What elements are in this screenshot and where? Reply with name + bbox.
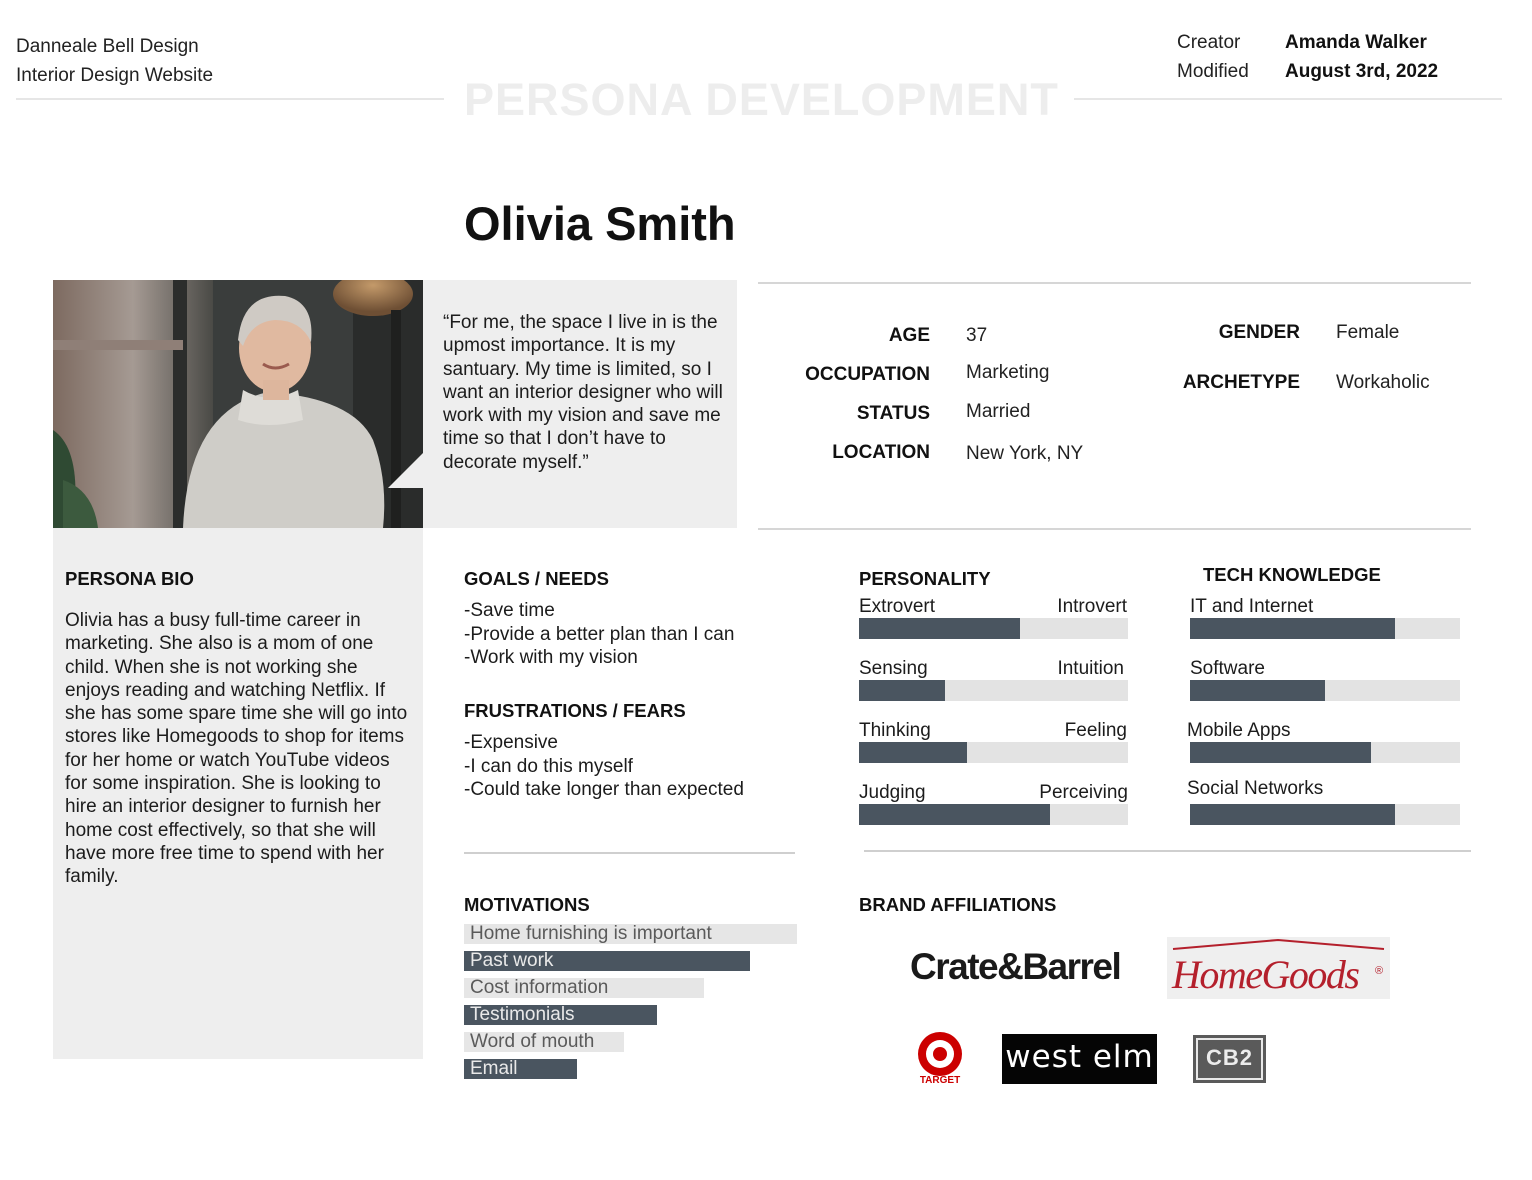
motivation-bar: Testimonials [464,1005,657,1025]
homegoods-logo [1167,937,1390,999]
header-divider-left [16,98,444,100]
cb2-wordmark: CB2 [1196,1038,1263,1080]
west-elm-logo: west elm [1002,1034,1157,1084]
trait-right-label: Perceiving [1039,782,1128,803]
trait-track [859,680,1128,701]
persona-name: Olivia Smith [464,197,736,250]
modified-value: August 3rd, 2022 [1285,61,1439,82]
project-name: Interior Design Website [16,65,214,86]
tech-label: Social Networks [1187,778,1324,799]
motivations-heading: MOTIVATIONS [464,894,590,915]
tech-track [1190,618,1460,639]
tech-heading: TECH KNOWLEDGE [1203,564,1381,585]
trait-right-label: Feeling [1064,720,1127,741]
goal-item: -Work with my vision [464,647,638,668]
motivation-bar: Word of mouth [464,1032,624,1052]
personality-divider [864,850,1471,852]
trait-right-label: Introvert [1057,596,1127,617]
creator-label: Creator [1177,32,1241,53]
tech-label: Mobile Apps [1187,720,1291,741]
trait-left-label: Sensing [859,658,928,679]
project-info [16,32,213,90]
frustration-item: -Expensive [464,732,558,753]
trait-fill [859,618,1020,639]
persona-photo [53,280,423,528]
tech-label: IT and Internet [1190,596,1314,617]
gender-value: Female [1336,322,1400,343]
cb2-logo [1193,1035,1266,1083]
trait-right-label: Intuition [1057,658,1124,679]
trait-left-label: Judging [859,782,926,803]
goals-divider [464,852,795,854]
motivation-bar: Home furnishing is important [464,924,797,944]
goal-item: -Provide a better plan than I can [464,623,735,645]
gender-label: GENDER [1218,322,1300,343]
creator-value: Amanda Walker [1285,32,1427,53]
trait-fill [859,742,967,763]
trait-track [859,618,1128,639]
location-label: LOCATION [832,442,930,463]
company-name: Danneale Bell Design [16,36,199,57]
goal-item: -Save time [464,600,555,621]
motivation-bar: Cost information [464,978,704,998]
age-value: 37 [966,325,988,346]
status-value: Married [966,401,1031,422]
frustrations-heading: FRUSTRATIONS / FEARS [464,700,686,721]
crate-and-barrel-logo: Crate&Barrel [910,946,1121,987]
goals-heading: GOALS / NEEDS [464,568,609,589]
quote-notch [388,452,424,488]
frustration-item: -I can do this myself [464,755,633,777]
persona-quote: “For me, the space I live in is the upmost importance. It is my santuary. My time is limited, so I want an interior designer who will work with my vision and save me time so that I don’t have to decorate myself.” [443,312,723,473]
trait-fill [859,680,945,701]
bio-heading: PERSONA BIO [65,568,194,589]
occupation-label: OCCUPATION [805,364,930,385]
target-bullseye-icon [916,1031,964,1077]
homegoods-registered-mark: ® [1375,965,1384,977]
personality-heading: PERSONALITY [859,568,991,589]
modified-label: Modified [1177,61,1249,82]
motivation-bar: Email [464,1059,577,1079]
info-divider-bottom [758,528,1471,530]
occupation-value: Marketing [966,362,1050,383]
persona-photo-illustration [53,280,423,528]
bio-text: Olivia has a busy full-time career in marketing. She also is a mom of one child. When she is not working she enjoys reading and watching Netflix. If she has some spare time she will go into stores like Homegoods to shop for items for her home or watch YouTube videos for some inspiration. She is looking to hire an interior designer to furnish her home cost effectively, so that she will have more free time to spend with her family. [65,610,408,888]
tech-fill [1190,618,1395,639]
tech-fill [1190,742,1371,763]
trait-track [859,742,1128,763]
status-label: STATUS [856,403,930,424]
header-divider-right [1074,98,1502,100]
homegoods-roof-icon [1167,939,1390,951]
frustrations-list [464,731,744,802]
age-label: AGE [888,325,930,346]
goals-list [464,599,734,670]
tech-fill [1190,680,1325,701]
archetype-value: Workaholic [1336,372,1430,393]
target-wordmark: TARGET [919,1075,961,1086]
tech-track [1190,742,1460,763]
archetype-label: ARCHETYPE [1182,372,1300,393]
info-divider-top [758,282,1471,284]
document-meta [1177,28,1438,86]
frustration-item: -Could take longer than expected [464,779,744,800]
tech-label: Software [1190,658,1265,679]
target-logo [916,1031,964,1089]
location-value: New York, NY [966,443,1084,464]
tech-track [1190,680,1460,701]
homegoods-wordmark: HomeGoods [1172,952,1359,997]
tech-fill [1190,804,1395,825]
trait-left-label: Extrovert [859,596,936,617]
brands-heading: BRAND AFFILIATIONS [859,894,1057,915]
trait-track [859,804,1128,825]
trait-left-label: Thinking [859,720,931,741]
trait-fill [859,804,1050,825]
motivation-bar: Past work [464,951,750,971]
tech-track [1190,804,1460,825]
page-title: PERSONA DEVELOPMENT [464,74,1059,125]
